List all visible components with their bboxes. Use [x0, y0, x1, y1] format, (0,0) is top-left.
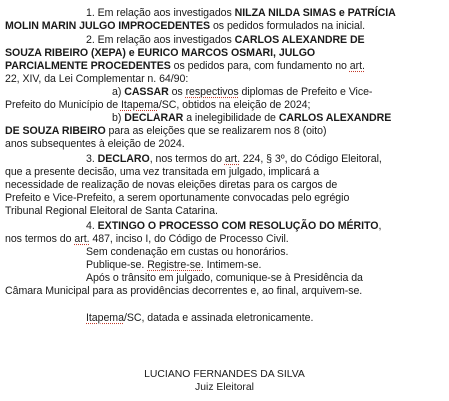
signature-name: LUCIANO FERNANDES DA SILVA	[144, 369, 305, 380]
paragraph-2-line-2	[5, 47, 315, 60]
text: Câmara Municipal para as providências decorrentes e, ao final, arquivem-se.	[5, 285, 363, 297]
item-number: 4.	[86, 220, 95, 232]
after-line-2	[5, 285, 362, 298]
paragraph-3-line-1	[86, 153, 382, 166]
conjunction: e	[128, 47, 135, 59]
party-name: CARLOS ALEXANDRE	[278, 112, 392, 124]
item-letter: b)	[112, 112, 122, 124]
city-name: Itapema	[86, 312, 124, 324]
paragraph-1-line-2	[5, 20, 365, 33]
action: DECLARO	[97, 153, 150, 165]
text: , nos termos do	[149, 153, 222, 165]
verdict: JULGO IMPROCEDENTES	[79, 20, 211, 32]
paragraph-4-line-2	[5, 233, 289, 246]
city-name: Itapema	[120, 99, 159, 111]
paragraph-3-line-2	[5, 166, 319, 179]
item-number: 1.	[86, 7, 95, 19]
paragraph-3-line-4	[5, 192, 349, 205]
party-name: EURICO MARCOS OSMARI,	[137, 47, 276, 59]
item-b-line-2	[5, 125, 326, 138]
text: nos termos do	[5, 233, 72, 245]
text: os pedidos formulados na inicial.	[212, 20, 366, 32]
party-name: MOLIN MARIN	[5, 20, 77, 32]
text: ,	[378, 220, 382, 232]
text: Prefeito do Município de	[5, 99, 119, 111]
paragraph-3-line-3	[5, 179, 337, 192]
signature-role: Juiz Eleitoral	[195, 382, 254, 393]
paragraph-1-line-1	[86, 7, 396, 20]
legal-abbreviation: art.	[224, 153, 240, 165]
item-a-line-2	[5, 99, 310, 112]
text: anos subsequentes à eleição de 2024.	[5, 138, 185, 150]
text: os pedidos para, com fundamento no	[173, 60, 347, 72]
party-name: DE SOUZA RIBEIRO	[5, 125, 106, 137]
text: para as eleições que se realizarem nos 8 (oito)	[108, 125, 327, 137]
costs-line	[86, 246, 288, 259]
legal-abbreviation: art.	[349, 60, 365, 72]
item-b-line-1	[112, 112, 391, 125]
verdict: PARCIALMENTE PROCEDENTES	[5, 60, 171, 72]
item-number: 2.	[86, 34, 95, 46]
party-name: SOUZA RIBEIRO (XEPA)	[5, 47, 126, 59]
publish-line	[86, 259, 261, 272]
item-letter: a)	[112, 86, 122, 98]
action: EXTINGO O PROCESSO COM RESOLUÇÃO DO MÉRITO	[97, 220, 379, 232]
action: DECLARAR	[124, 112, 184, 124]
text: /SC, obtidos na eleição de 2024;	[158, 99, 311, 111]
text: diplomas de Prefeito e Vice-	[241, 86, 373, 98]
text: 22, XIV, da Lei Complementar n. 64/90:	[5, 73, 189, 85]
text: Prefeito e Vice-Prefeito, a serem oportunamente convocadas pelo egrégio	[5, 192, 350, 204]
text: Intimem-se.	[206, 259, 262, 271]
after-line-1	[86, 272, 363, 285]
text: /SC, datada e assinada eletronicamente.	[123, 312, 314, 324]
paragraph-2-line-4	[5, 73, 188, 86]
text: que a presente decisão, uma vez transitada em julgado, implicará a	[5, 166, 320, 178]
text: Em relação aos investigados	[97, 7, 232, 19]
place-line	[86, 312, 313, 325]
item-number: 3.	[86, 153, 95, 165]
paragraph-2-line-3	[5, 60, 365, 73]
text: Em relação aos investigados	[97, 34, 232, 46]
text: Após o trânsito em julgado, comunique-se à Presidência da	[86, 272, 363, 284]
paragraph-3-line-5	[5, 205, 218, 218]
conjunction: e	[338, 7, 345, 19]
text: a inelegibilidade de	[186, 112, 276, 124]
legal-abbreviation: art.	[74, 233, 90, 245]
text: 224, § 3º, do Código Eleitoral,	[242, 153, 382, 165]
text: necessidade de realização de novas eleições diretas para os cargos de	[5, 179, 338, 191]
party-name: PATRÍCIA	[347, 7, 396, 19]
action: CASSAR	[124, 86, 169, 98]
text: os	[171, 86, 183, 98]
paragraph-2-line-1	[86, 34, 365, 47]
text: respectivos	[185, 86, 239, 98]
item-a-line-1	[112, 86, 372, 99]
text: Registre-se.	[147, 259, 204, 271]
text: Publique-se.	[86, 259, 145, 271]
verdict: JULGO	[278, 47, 316, 59]
party-name: CARLOS ALEXANDRE DE	[234, 34, 365, 46]
party-name: NILZA NILDA SIMAS	[234, 7, 337, 19]
paragraph-4-line-1	[86, 220, 381, 233]
text: Tribunal Regional Eleitoral de Santa Catarina.	[5, 205, 218, 217]
text: 487, inciso I, do Código de Processo Civil.	[92, 233, 289, 245]
text: Sem condenação em custas ou honorários.	[86, 246, 289, 258]
item-b-line-3	[5, 138, 185, 151]
